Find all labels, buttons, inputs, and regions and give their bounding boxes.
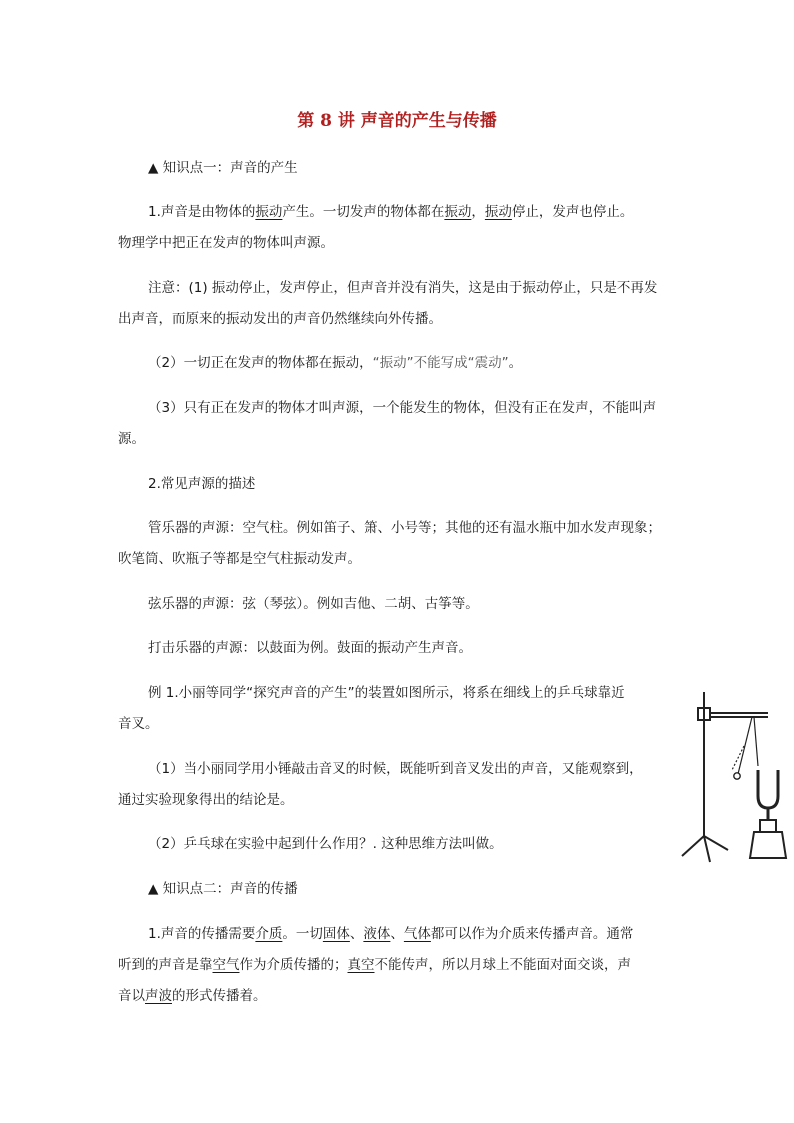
answer-blank: 振动 [484, 204, 512, 220]
stand-base-leg [682, 836, 704, 856]
page-title: 第 8 讲 声音的产生与传播 [297, 111, 497, 131]
example-1-question1-line1: （1）当小丽同学用小锤敲击音叉的时候，既能听到音叉发出的声音，又能观察到， [148, 761, 643, 777]
text: 、 [390, 926, 404, 942]
text: 停止，发声也停止。 [511, 204, 634, 220]
example-1-line2: 音叉。 [118, 716, 159, 732]
fork-holder [760, 820, 776, 832]
thread [754, 717, 758, 766]
example-1-question2: （2）乒乓球在实验中起到什么作用？. 这种思维方法叫做。 [148, 836, 503, 852]
answer-blank: 声波 [145, 988, 172, 1004]
text: 音以 [118, 988, 145, 1004]
answer-blank: 液体 [363, 926, 391, 942]
paragraph-2: 2.常见声源的描述 [148, 476, 256, 492]
text: 听到的声音是靠 [118, 957, 213, 973]
note-3-line1: （3）只有正在发声的物体才叫声源，一个能发生的物体，但没有正在发声，不能叫声 [148, 400, 657, 416]
text: 。 [508, 355, 523, 371]
example-1-question1-line2: 通过实验现象得出的结论是。 [118, 792, 294, 808]
tuning-fork-apparatus-figure [672, 686, 792, 868]
wind-instrument-line1: 管乐器的声源：空气柱。例如笛子、箫、小号等；其他的还有温水瓶中加水发声现象； [148, 520, 661, 536]
answer-blank: 振动 [255, 204, 283, 220]
note-2 [148, 353, 522, 373]
answer-blank: 固体 [322, 926, 350, 942]
text: 。一切 [282, 926, 323, 942]
ping-pong-ball [734, 773, 740, 779]
section2-paragraph-line1 [148, 924, 633, 944]
text: 产生。一切发声的物体都在 [282, 204, 445, 220]
text: 不能传声，所以月球上不能面对面交谈，声 [374, 957, 631, 973]
answer-blank: 振动 [444, 204, 472, 220]
answer-blank: 空气 [212, 957, 240, 973]
text: ， [471, 204, 485, 220]
note-3-line2: 源。 [118, 431, 145, 447]
thread [738, 717, 752, 774]
section2-heading: ▲ 知识点二：声音的传播 [148, 881, 298, 897]
note-1-line2: 出声音，而原来的振动发出的声音仍然继续向外传播。 [118, 311, 442, 327]
text: 都可以作为介质来传播声音。通常 [430, 926, 634, 942]
example-1-line1: 例 1.小丽等同学“探究声音的产生”的装置如图所示，将系在细线上的乒乓球靠近 [148, 685, 625, 701]
section1-heading: ▲ 知识点一：声音的产生 [148, 160, 298, 176]
section2-paragraph-line2 [118, 955, 631, 975]
answer-blank: 介质 [255, 926, 283, 942]
text: 1.声音的传播需要 [148, 926, 256, 942]
text: 、 [349, 926, 364, 942]
paragraph-1-line2: 物理学中把正在发声的物体叫声源。 [118, 235, 334, 251]
percussion-instrument: 打击乐器的声源：以鼓面为例。鼓面的振动产生声音。 [148, 640, 472, 656]
note-1-line1: 注意：(1) 振动停止，发声停止，但声音并没有消失，这是由于振动停止，只是不再发 [148, 280, 658, 296]
resonance-box [750, 832, 786, 858]
tuning-fork [758, 770, 778, 808]
string-instrument: 弦乐器的声源：弦（琴弦）。例如吉他、二胡、古筝等。 [148, 596, 479, 612]
text: （2）一切正在发声的物体都在振动， [148, 355, 373, 371]
text: 的形式传播着。 [172, 988, 267, 1004]
text: 作为介质传播的； [239, 957, 348, 973]
answer-blank: 真空 [347, 957, 375, 973]
quoted-text: “振动”不能写成“震动” [372, 355, 509, 371]
section2-paragraph-line3 [118, 986, 267, 1006]
paragraph-1-line1 [148, 202, 633, 222]
text: 1.声音是由物体的 [148, 204, 256, 220]
answer-blank: 气体 [403, 926, 431, 942]
wind-instrument-line2: 吹笔筒、吹瓶子等都是空气柱振动发声。 [118, 551, 361, 567]
